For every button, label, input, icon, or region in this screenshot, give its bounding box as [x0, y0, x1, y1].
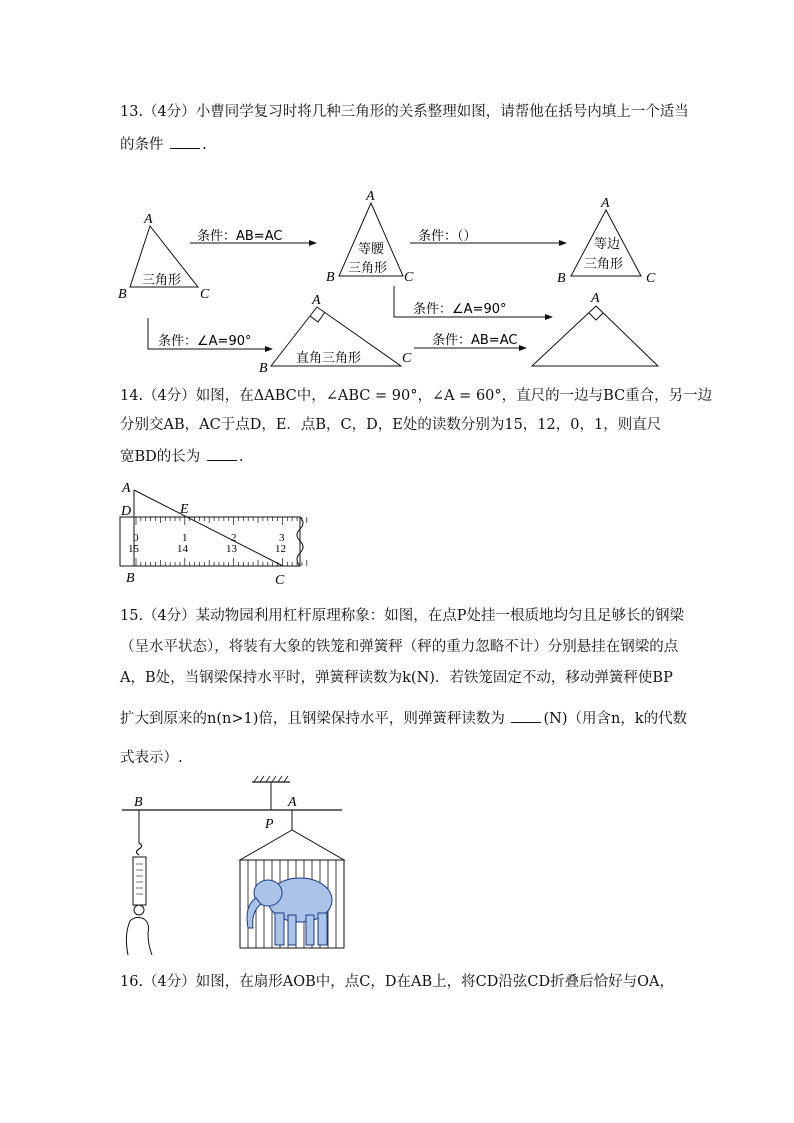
- label-P: P: [265, 817, 274, 832]
- tri-equi-label-1: 等边: [594, 237, 621, 252]
- bottom-num-15: 15: [128, 543, 139, 555]
- tri-iso-label-1: 等腰: [358, 242, 385, 257]
- tri-equi-label-2: 三角形: [584, 257, 624, 272]
- cage-roof: [240, 830, 344, 860]
- top-num-2: 2: [231, 532, 237, 544]
- top-num-1: 1: [182, 532, 188, 544]
- bottom-num-12: 12: [275, 543, 286, 555]
- hand: [126, 917, 152, 955]
- q15-line4-text: 扩大到原来的n(n>1)倍，且钢梁保持水平，则弹簧秤读数为: [120, 711, 505, 727]
- q14-line2: 分别交AB，AC于点D，E．点B，C，D，E处的读数分别为15，12，0，1，则直尺: [120, 417, 662, 433]
- label-C2: C: [404, 270, 414, 285]
- label-B2: B: [326, 270, 335, 285]
- q15-line1: 15.（4分）某动物园利用杠杆原理称象：如图，在点P处挂一根质地均匀且足够长的钢梁: [120, 608, 685, 624]
- tri-iso-label-2: 三角形: [348, 261, 388, 276]
- label-E: E: [180, 502, 189, 517]
- bottom-num-13: 13: [226, 543, 237, 555]
- q14-line3-end: .: [238, 449, 244, 465]
- label-A3: A: [601, 196, 610, 211]
- top-num-0: 0: [133, 532, 139, 544]
- q13-line1: 13.（4分）小曹同学复习时将几种三角形的关系整理如图，请帮他在括号内填上一个适当: [120, 104, 689, 120]
- elephant: [247, 878, 332, 945]
- label-A2: A: [366, 189, 375, 204]
- cond-ab-ac: 条件：AB=AC: [197, 229, 283, 244]
- label-A4: A: [312, 293, 321, 308]
- label-B: B: [134, 795, 143, 810]
- label-B3: B: [557, 271, 566, 286]
- cond-blank: 条件：（）: [418, 229, 477, 244]
- label-C3: C: [646, 271, 656, 286]
- label-A: A: [288, 795, 297, 810]
- tri-right-label: 直角三角形: [296, 351, 362, 366]
- q15-line5: 式表示）.: [120, 750, 183, 766]
- cond-a90-top: 条件：∠A=90°: [413, 302, 507, 317]
- label-C: C: [275, 573, 285, 588]
- label-C4: C: [402, 351, 412, 366]
- q13-line2-end: .: [202, 137, 207, 153]
- tri-general-label: 三角形: [142, 273, 182, 288]
- q14-line3-text: 宽BD的长为: [120, 449, 201, 465]
- top-num-3: 3: [279, 532, 285, 544]
- label-A1: A: [144, 212, 153, 227]
- q15-line4-end: (N)（用含n，k的代数: [543, 711, 688, 727]
- label-A: A: [122, 481, 131, 496]
- label-B: B: [126, 571, 135, 586]
- q16-line1: 16.（4分）如图，在扇形AOB中，点C，D在AB上，将CD沿弦CD折叠后恰好与OA，: [120, 974, 674, 990]
- label-D: D: [121, 504, 132, 519]
- q15-line3: A，B处，当钢梁保持水平时，弹簧秤读数为k(N)．若铁笼固定不动，移动弹簧秤使BP: [120, 670, 673, 686]
- q14-line1: 14.（4分）如图，在ΔABC中，∠ABC = 90°，∠A = 60°，直尺的一边与BC重合，另一边: [120, 388, 713, 404]
- label-C1: C: [200, 287, 210, 302]
- q13-line2-text: 的条件: [120, 137, 164, 153]
- q15-line2: （呈水平状态），将装有大象的铁笼和弹簧秤（秤的重力忽略不计）分别悬挂在钢梁的点: [120, 639, 679, 655]
- label-B1: B: [118, 287, 127, 302]
- cond-ab-ac-bottom: 条件：AB=AC: [432, 333, 518, 348]
- bottom-num-14: 14: [177, 543, 188, 555]
- cond-a90-bottom: 条件：∠A=90°: [158, 334, 252, 349]
- label-A5: A: [591, 291, 600, 306]
- label-B4: B: [259, 361, 268, 376]
